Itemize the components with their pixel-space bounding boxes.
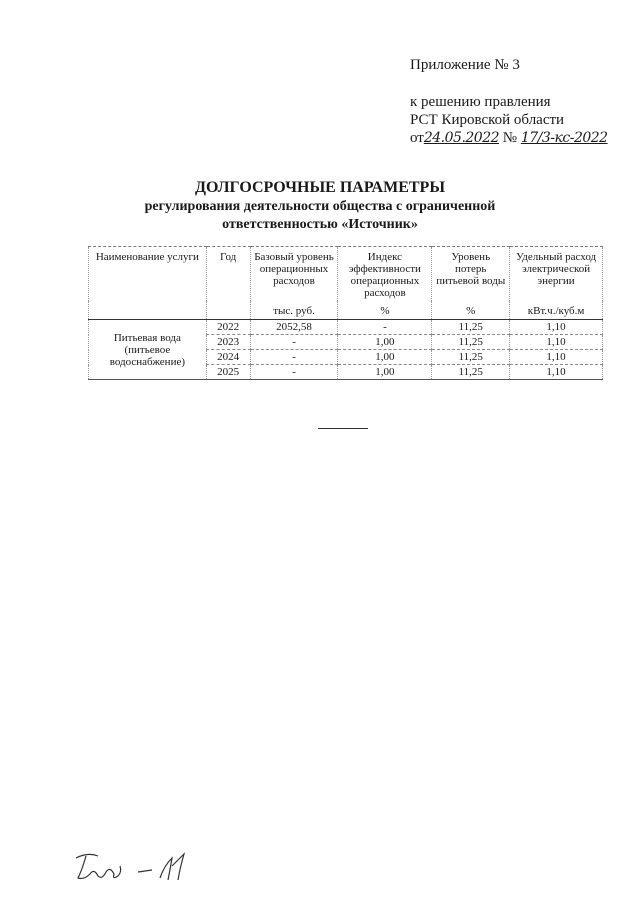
unit-year xyxy=(206,301,250,320)
cell-efficiency-index: 1,00 xyxy=(338,335,432,350)
handwritten-number: 17/3-кс-2022 xyxy=(520,130,608,146)
cell-water-losses: 11,25 xyxy=(432,350,510,365)
cell-energy-consumption: 1,10 xyxy=(510,335,603,350)
cell-efficiency-index: 1,00 xyxy=(338,365,432,380)
cell-water-losses: 11,25 xyxy=(432,335,510,350)
title-line-1: ДОЛГОСРОЧНЫЕ ПАРАМЕТРЫ xyxy=(194,179,446,196)
header-energy-consumption: Удельный расход электрической энергии xyxy=(510,247,603,302)
cell-base-level: 2052,58 xyxy=(250,320,338,335)
appendix-date-line xyxy=(410,129,608,147)
number-prefix: № xyxy=(502,130,518,146)
divider-line xyxy=(318,428,368,429)
appendix-decision-line: к решению правления xyxy=(410,94,551,110)
handwritten-signature xyxy=(68,848,208,888)
cell-base-level: - xyxy=(250,350,338,365)
document-title xyxy=(0,178,640,234)
unit-base-level: тыс. руб. xyxy=(250,301,338,320)
cell-base-level: - xyxy=(250,335,338,350)
title-line-2: регулирования деятельности общества с ограниченной xyxy=(144,199,496,214)
title-line-3: ответственностью «Источник» xyxy=(222,217,418,232)
cell-water-losses: 11,25 xyxy=(432,320,510,335)
cell-year: 2024 xyxy=(206,350,250,365)
header-year: Год xyxy=(206,247,250,302)
cell-water-losses: 11,25 xyxy=(432,365,510,380)
cell-energy-consumption: 1,10 xyxy=(510,350,603,365)
cell-energy-consumption: 1,10 xyxy=(510,365,603,380)
unit-service xyxy=(89,301,207,320)
table-row xyxy=(89,320,603,335)
handwritten-date: 24.05.2022 xyxy=(423,130,500,146)
header-water-losses: Уровень потерь питьевой воды xyxy=(432,247,510,302)
table-units-row xyxy=(89,301,603,320)
appendix-label: Приложение № 3 xyxy=(410,57,520,73)
cell-efficiency-index: 1,00 xyxy=(338,350,432,365)
cell-year: 2023 xyxy=(206,335,250,350)
parameters-table xyxy=(88,246,603,380)
cell-year: 2022 xyxy=(206,320,250,335)
date-prefix: от xyxy=(410,130,424,146)
unit-efficiency-index: % xyxy=(338,301,432,320)
header-service: Наименование услуги xyxy=(89,247,207,302)
cell-base-level: - xyxy=(250,365,338,380)
header-base-level: Базовый уровень операционных расходов xyxy=(250,247,338,302)
cell-energy-consumption: 1,10 xyxy=(510,320,603,335)
unit-energy-consumption: кВт.ч./куб.м xyxy=(510,301,603,320)
cell-year: 2025 xyxy=(206,365,250,380)
table-header-row xyxy=(89,247,603,302)
unit-water-losses: % xyxy=(432,301,510,320)
appendix-authority-line: РСТ Кировской области xyxy=(410,112,565,128)
service-name: Питьевая вода (питьевое водоснабжение) xyxy=(89,320,207,380)
cell-efficiency-index: - xyxy=(338,320,432,335)
appendix-block xyxy=(410,56,608,147)
header-efficiency-index: Индекс эффективности операционных расходов xyxy=(338,247,432,302)
